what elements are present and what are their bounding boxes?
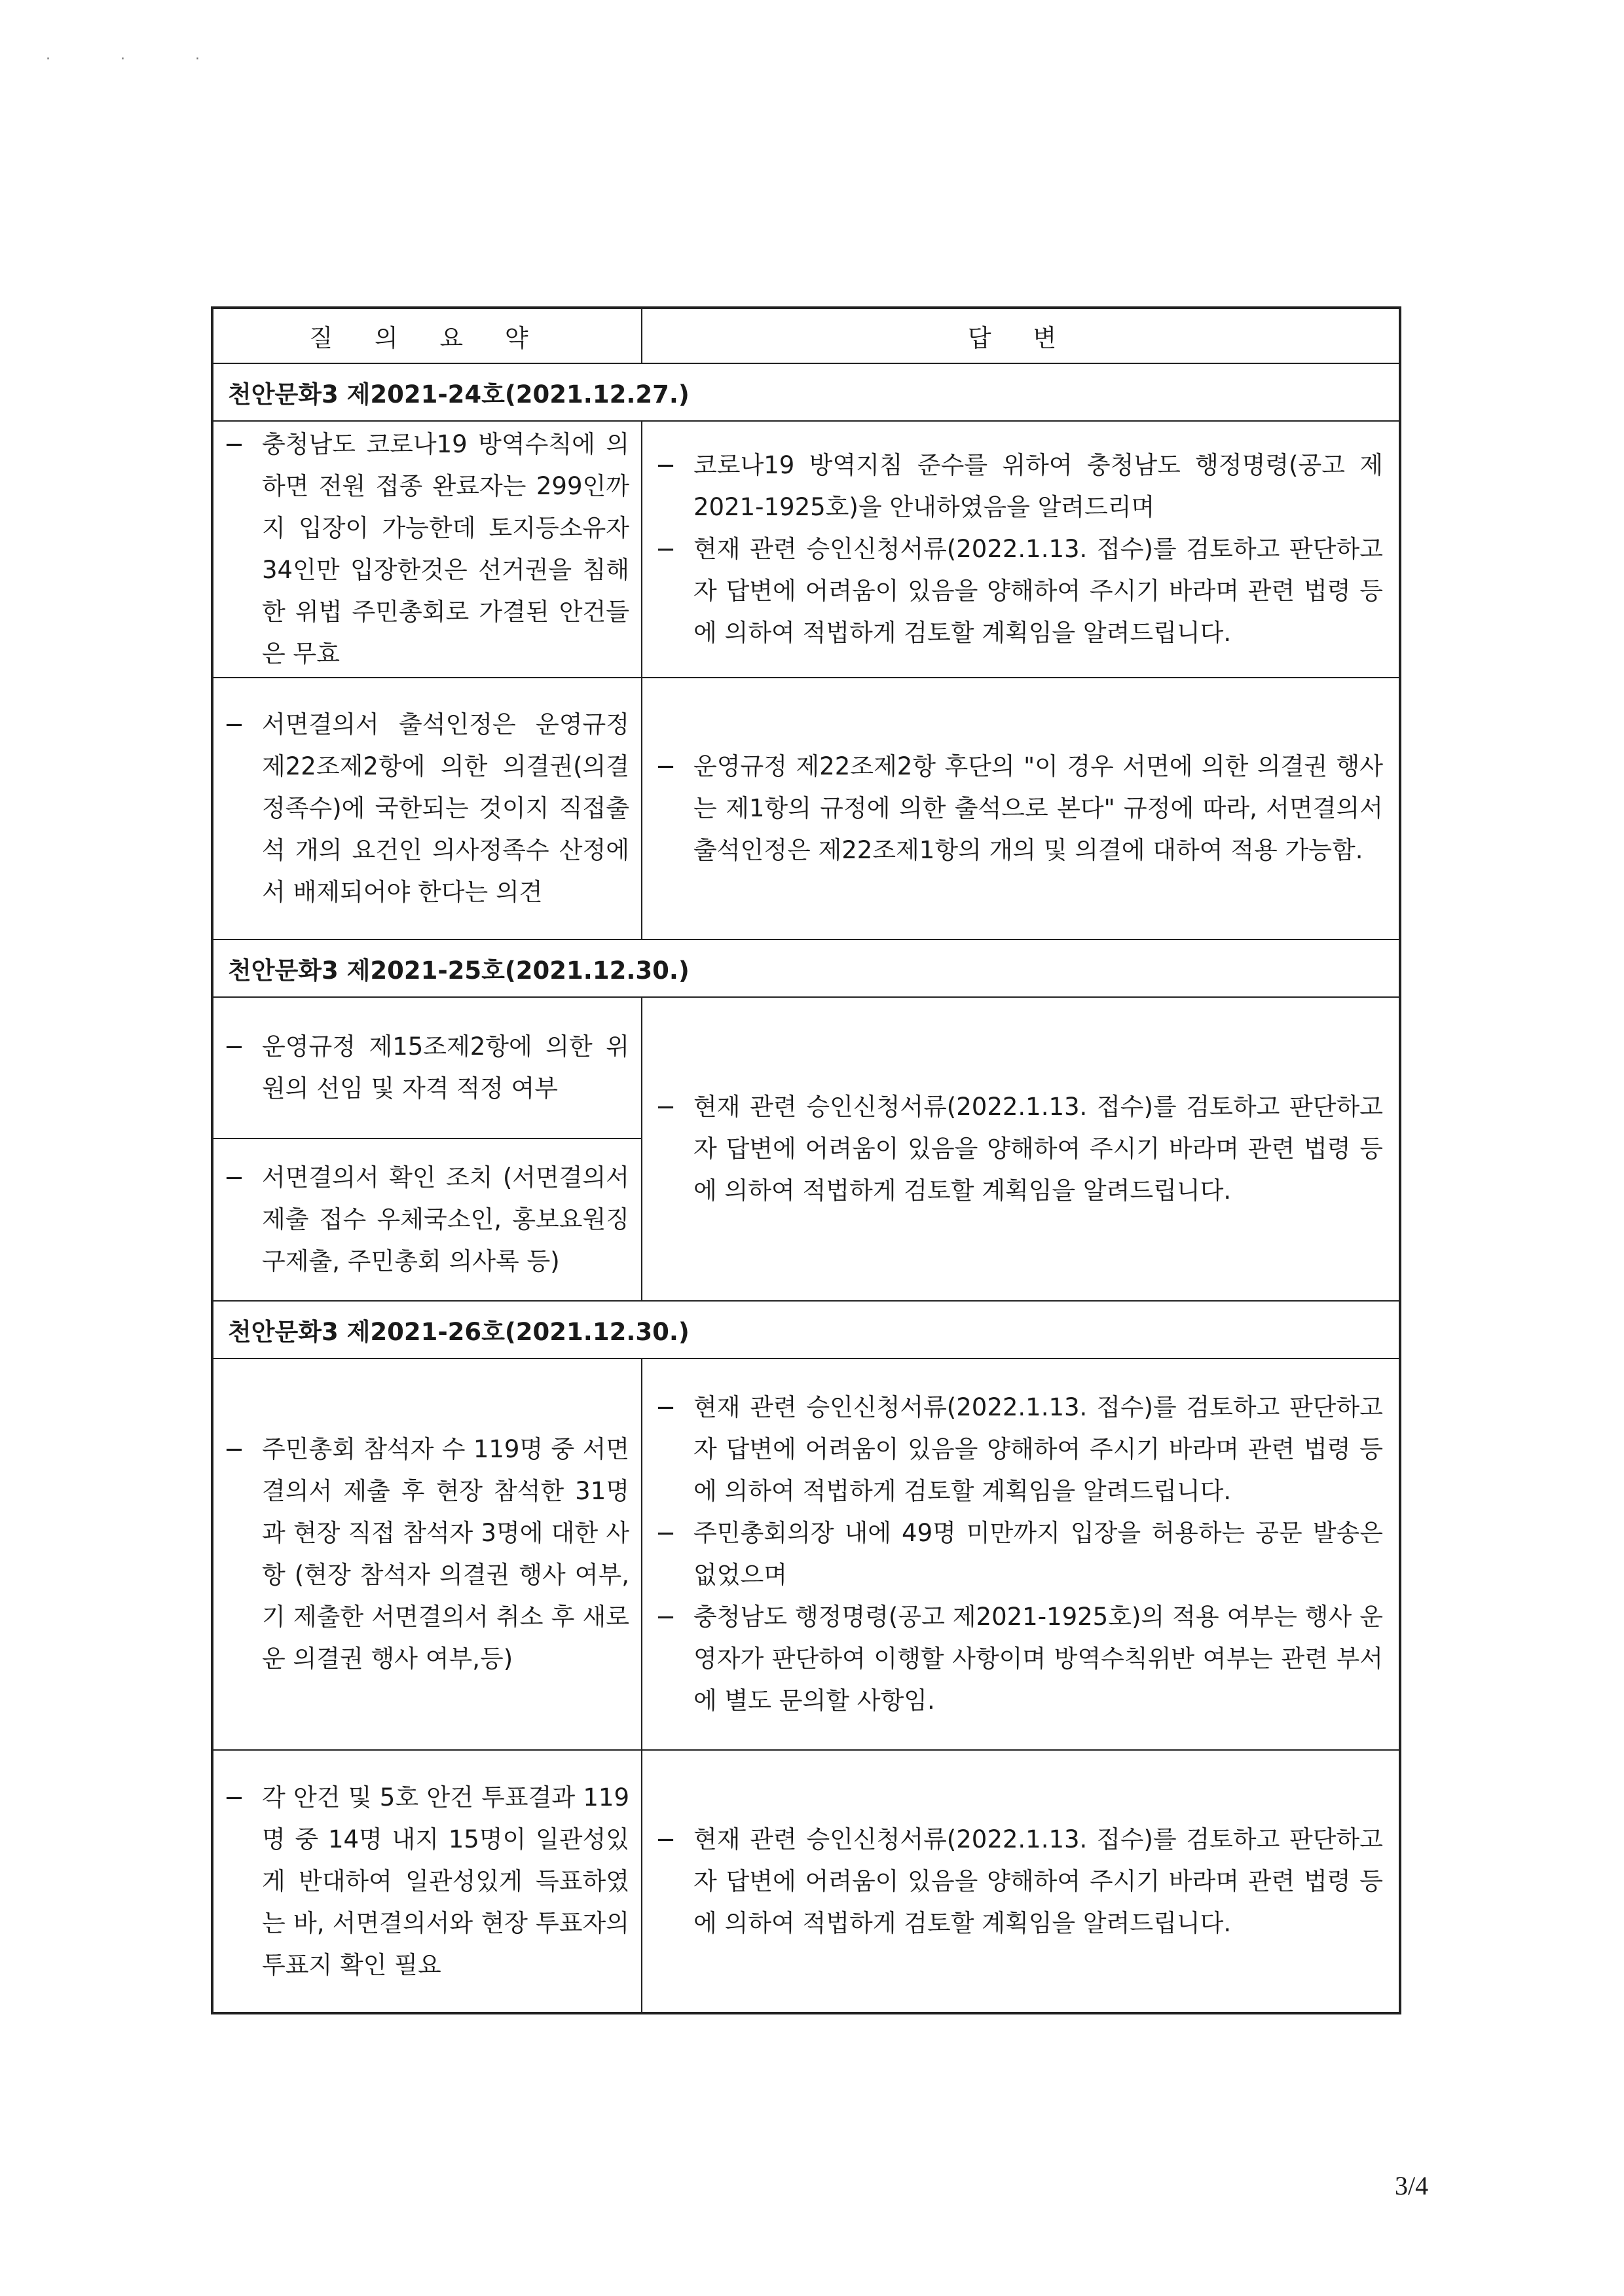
dash-bullet: − — [224, 430, 245, 458]
dash-bullet: − — [224, 1163, 245, 1192]
dash-bullet: − — [655, 535, 676, 563]
answer-item — [655, 746, 1383, 871]
answer-text: 현재 관련 승인신청서류(2022.1.13. 접수)를 검토하고 판단하고자 답변에 어려움이 있음을 양해하여 주시기 바라며 관련 법령 등에 의하여 적법하게 검토할 계획임을 알려드립니다. — [693, 1825, 1383, 1937]
dash-bullet: − — [224, 1783, 245, 1812]
question-cell — [212, 997, 642, 1139]
table-row — [212, 421, 1400, 678]
answer-item — [655, 445, 1383, 528]
answer-cell — [642, 421, 1400, 678]
table-row — [212, 1358, 1400, 1750]
question-text: 운영규정 제15조제2항에 의한 위원의 선임 및 자격 적정 여부 — [262, 1032, 629, 1102]
dash-bullet: − — [655, 1603, 676, 1631]
answer-item — [655, 1086, 1383, 1212]
section-title: 천안문화3 제2021-24호(2021.12.27.) — [212, 363, 1400, 421]
question-text: 서면결의서 출석인정은 운영규정 제22조제2항에 의한 의결권(의결정족수)에 국한되는 것이지 직접출석 개의 요건인 의사정족수 산정에서 배제되어야 한다는 의견 — [262, 710, 629, 906]
question-cell — [212, 678, 642, 939]
dash-bullet: − — [655, 1519, 676, 1547]
question-item — [224, 424, 629, 675]
question-cell — [212, 1358, 642, 1750]
answer-text: 충청남도 행정명령(공고 제2021-1925호)의 적용 여부는 행사 운영자가 판단하여 이행할 사항이며 방역수칙위반 여부는 관련 부서에 별도 문의할 사항임. — [693, 1603, 1383, 1715]
answer-text: 코로나19 방역지침 준수를 위하여 충청남도 행정명령(공고 제2021-1925호)을 안내하였음을 알려드리며 — [693, 451, 1383, 521]
answer-item — [655, 528, 1383, 654]
dash-bullet: − — [655, 451, 676, 479]
inquiry-answer-table — [211, 306, 1401, 2014]
answer-item — [655, 1819, 1383, 1944]
dash-bullet: − — [655, 1393, 676, 1421]
answer-cell — [642, 1358, 1400, 1750]
answer-text: 주민총회의장 내에 49명 미만까지 입장을 허용하는 공문 발송은 없었으며 — [693, 1519, 1383, 1589]
question-item — [224, 1429, 629, 1680]
section-title: 천안문화3 제2021-26호(2021.12.30.) — [212, 1301, 1400, 1358]
dash-bullet: − — [224, 1032, 245, 1061]
answer-text: 현재 관련 승인신청서류(2022.1.13. 접수)를 검토하고 판단하고자 답변에 어려움이 있음을 양해하여 주시기 바라며 관련 법령 등에 의하여 적법하게 검토할 계획임을 알려드립니다. — [693, 1393, 1383, 1505]
question-cell — [212, 421, 642, 678]
dash-bullet: − — [224, 1435, 245, 1463]
question-item — [224, 1777, 629, 1986]
answer-item — [655, 1387, 1383, 1512]
question-item — [224, 704, 629, 913]
section-title-row — [212, 1301, 1400, 1358]
dash-bullet: − — [655, 1825, 676, 1853]
table-row — [212, 997, 1400, 1139]
table-row — [212, 678, 1400, 939]
answer-cell — [642, 997, 1400, 1301]
question-text: 서면결의서 확인 조치 (서면결의서 제출 접수 우체국소인, 홍보요원징구제출, 주민총회 의사록 등) — [262, 1163, 629, 1275]
section-title: 천안문화3 제2021-25호(2021.12.30.) — [212, 939, 1400, 997]
question-cell — [212, 1139, 642, 1301]
answer-item — [655, 1596, 1383, 1722]
question-text: 주민총회 참석자 수 119명 중 서면결의서 제출 후 현장 참석한 31명과 현장 직접 참석자 3명에 대한 사항 (현장 참석자 의결권 행사 여부, 기 제출한 서면결의서 취소 후 새로운 의결권 행사 여부,등) — [262, 1435, 629, 1673]
dash-bullet: − — [224, 710, 245, 738]
section-title-row — [212, 363, 1400, 421]
answer-text: 운영규정 제22조제2항 후단의 "이 경우 서면에 의한 의결권 행사는 제1항의 규정에 의한 출석으로 본다" 규정에 따라, 서면결의서 출석인정은 제22조제1항의 개의 및 의결에 대하여 적용 가능함. — [693, 752, 1383, 864]
page-number: 3/4 — [1395, 2171, 1429, 2200]
header-question: 질 의 요 약 — [212, 308, 642, 363]
header-answer: 답 변 — [642, 308, 1400, 363]
dash-bullet: − — [655, 752, 676, 780]
table-header-row — [212, 308, 1400, 363]
answer-text: 현재 관련 승인신청서류(2022.1.13. 접수)를 검토하고 판단하고자 답변에 어려움이 있음을 양해하여 주시기 바라며 관련 법령 등에 의하여 적법하게 검토할 계획임을 알려드립니다. — [693, 535, 1383, 647]
question-item — [224, 1157, 629, 1283]
section-title-row — [212, 939, 1400, 997]
question-item — [224, 1026, 629, 1110]
question-cell — [212, 1750, 642, 2013]
question-text: 충청남도 코로나19 방역수칙에 의하면 전원 접종 완료자는 299인까지 입장이 가능한데 토지등소유자 34인만 입장한것은 선거권을 침해한 위법 주민총회로 가결된 안건들은 무효 — [262, 430, 629, 668]
scan-marks: · · · — [46, 51, 232, 67]
answer-item — [655, 1512, 1383, 1596]
answer-cell — [642, 1750, 1400, 2013]
table-row — [212, 1750, 1400, 2013]
question-text: 각 안건 및 5호 안건 투표결과 119명 중 14명 내지 15명이 일관성있게 반대하여 일관성있게 득표하였는 바, 서면결의서와 현장 투표자의 투표지 확인 필요 — [262, 1783, 629, 1979]
answer-text: 현재 관련 승인신청서류(2022.1.13. 접수)를 검토하고 판단하고자 답변에 어려움이 있음을 양해하여 주시기 바라며 관련 법령 등에 의하여 적법하게 검토할 계획임을 알려드립니다. — [693, 1093, 1383, 1205]
dash-bullet: − — [655, 1093, 676, 1121]
answer-cell — [642, 678, 1400, 939]
